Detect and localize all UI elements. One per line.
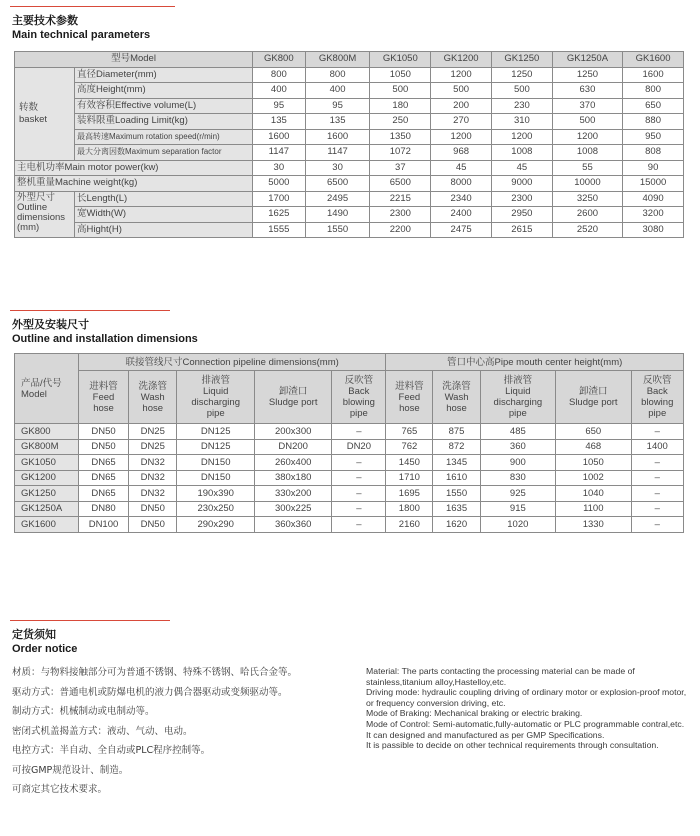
order-notice-zh	[12, 663, 297, 800]
value-cell: 1700	[253, 191, 306, 207]
table-row	[15, 455, 684, 471]
value-cell: 1200	[552, 129, 622, 145]
value-cell: 30	[305, 160, 370, 176]
value-cell: 1635	[433, 501, 480, 517]
value-cell: DN125	[177, 439, 254, 455]
value-cell: –	[631, 517, 684, 533]
column-header-zh: 卸渣口	[579, 386, 608, 397]
value-cell: 300x225	[254, 501, 331, 517]
value-cell: 8000	[431, 176, 492, 192]
value-cell: 880	[623, 114, 684, 130]
notice-zh-line: 可商定其它技术要求。	[12, 784, 108, 795]
value-cell: 6500	[305, 176, 370, 192]
value-cell: 250	[370, 114, 431, 130]
column-header	[556, 371, 631, 424]
table-row	[15, 501, 684, 517]
value-cell: 90	[623, 160, 684, 176]
value-cell: 1330	[556, 517, 631, 533]
value-cell: 765	[386, 424, 433, 440]
value-cell: 10000	[552, 176, 622, 192]
value-cell: 2400	[431, 207, 492, 223]
value-cell: 830	[480, 470, 555, 486]
value-cell: 1800	[386, 501, 433, 517]
column-header	[129, 371, 177, 424]
value-cell: 1610	[433, 470, 480, 486]
value-cell: 1490	[305, 207, 370, 223]
notice-zh-line: 材质：与物料接触部分可为普通不锈钢、特殊不锈钢、哈氏合金等。	[12, 667, 298, 678]
column-header	[631, 371, 684, 424]
value-cell: 1600	[623, 67, 684, 83]
notice-en-line: It can designed and manufactured as per GMP Specifications.	[366, 729, 605, 740]
section3-accent-line	[10, 620, 170, 621]
model-header: 型号Model	[15, 52, 253, 68]
table-row	[15, 98, 684, 114]
value-cell: 1600	[305, 129, 370, 145]
value-cell: 1008	[491, 145, 552, 161]
outline-label-en: Outline	[17, 201, 48, 213]
value-cell: 925	[480, 486, 555, 502]
value-cell: 380x180	[254, 470, 331, 486]
value-cell: 360x360	[254, 517, 331, 533]
value-cell: 1695	[386, 486, 433, 502]
value-cell: –	[631, 486, 684, 502]
value-cell: 1450	[386, 455, 433, 471]
value-cell: 468	[556, 439, 631, 455]
model-name: GK1200	[431, 52, 492, 68]
value-cell: –	[631, 455, 684, 471]
column-header-en1: Liquid	[505, 386, 531, 397]
row-label: 最大分离因数Maximum separation factor	[75, 145, 253, 161]
section-order-notice-title	[12, 628, 77, 656]
model-name: GK1250	[491, 52, 552, 68]
order-notice-en	[366, 666, 691, 751]
value-cell: 650	[623, 98, 684, 114]
column-header-zh: 洗涤管	[442, 380, 471, 392]
value-cell: 5000	[253, 176, 306, 192]
value-cell: DN200	[254, 439, 331, 455]
column-header-en1: Wash	[140, 391, 165, 403]
value-cell: DN65	[79, 470, 129, 486]
value-cell: 630	[552, 83, 622, 99]
outline-group-label	[15, 191, 75, 238]
value-cell: 1072	[370, 145, 431, 161]
title-zh: 外型及安装尺寸	[12, 318, 89, 331]
value-cell: –	[631, 424, 684, 440]
table-row	[15, 129, 684, 145]
value-cell: 400	[305, 83, 370, 99]
value-cell: 200x300	[254, 424, 331, 440]
row-label: 高Hight(H)	[75, 222, 253, 238]
value-cell: 800	[253, 67, 306, 83]
value-cell: 200	[431, 98, 492, 114]
value-cell: 9000	[491, 176, 552, 192]
basket-group-label	[15, 67, 75, 160]
column-header-en3: pipe	[648, 408, 667, 419]
column-header-zh: 反吹管	[642, 375, 672, 386]
title-zh: 定货须知	[12, 628, 56, 641]
notice-en-line: Material: The parts contacting the processing material can be made of stainless,titanium alloy,Hastelloy,etc.	[366, 666, 635, 687]
model-name: GK800	[253, 52, 306, 68]
column-header-en3: pipe	[349, 408, 368, 419]
notice-en-line: Mode of Braking: Mechanical braking or electric braking.	[366, 708, 583, 719]
value-cell: 1550	[433, 486, 480, 502]
column-header-row	[15, 371, 684, 424]
column-header-en2: hose	[142, 402, 164, 414]
value-cell: 900	[480, 455, 555, 471]
value-cell: 2160	[386, 517, 433, 533]
value-cell: 270	[431, 114, 492, 130]
column-header-en3: pipe	[508, 408, 527, 419]
value-cell: 1040	[556, 486, 631, 502]
value-cell: 15000	[623, 176, 684, 192]
value-cell: DN65	[79, 486, 129, 502]
value-cell: 6500	[370, 176, 431, 192]
value-cell: –	[332, 470, 386, 486]
value-cell: DN25	[129, 424, 177, 440]
value-cell: 1400	[631, 439, 684, 455]
column-header	[386, 371, 433, 424]
value-cell: DN25	[129, 439, 177, 455]
column-header	[79, 371, 129, 424]
column-header-zh: 洗涤管	[138, 380, 167, 392]
column-header-en1: Back	[348, 386, 370, 397]
value-cell: 37	[370, 160, 431, 176]
model-name: GK1250A	[552, 52, 622, 68]
column-header	[332, 371, 386, 424]
value-cell: 2200	[370, 222, 431, 238]
value-cell: 500	[552, 114, 622, 130]
column-header-en3: pipe	[206, 408, 225, 419]
value-cell: 290x290	[177, 517, 254, 533]
outline-label-en: (mm)	[17, 221, 40, 233]
value-cell: 1620	[433, 517, 480, 533]
value-cell: 1350	[370, 129, 431, 145]
value-cell: 1020	[480, 517, 555, 533]
section-outline-title	[12, 318, 198, 346]
column-header-zh: 反吹管	[344, 375, 374, 386]
outline-label-en: dimensions	[17, 211, 66, 223]
column-header	[480, 371, 555, 424]
value-cell: –	[332, 501, 386, 517]
column-header-en2: blowing	[342, 397, 375, 408]
value-cell: 762	[386, 439, 433, 455]
value-cell: 800	[305, 67, 370, 83]
column-header-en2: hose	[399, 402, 420, 414]
value-cell: 1555	[253, 222, 306, 238]
table-row	[15, 439, 684, 455]
value-cell: 3080	[623, 222, 684, 238]
value-cell: 135	[253, 114, 306, 130]
column-header-zh: 卸渣口	[278, 386, 308, 397]
table-row	[15, 424, 684, 440]
value-cell: 1345	[433, 455, 480, 471]
value-cell: DN150	[177, 455, 254, 471]
value-cell: 180	[370, 98, 431, 114]
value-cell: 45	[431, 160, 492, 176]
value-cell: DN80	[79, 501, 129, 517]
notice-en-line: It is passible to decide on other technical requirements through consultation.	[366, 740, 659, 751]
column-header-zh: 进料管	[395, 380, 424, 392]
value-cell: 1600	[253, 129, 306, 145]
column-header-en1: Back	[646, 386, 668, 397]
notice-zh-line: 制动方式：机械制动或电制动等。	[12, 706, 155, 717]
value-cell: 55	[552, 160, 622, 176]
column-header	[177, 371, 254, 424]
value-cell: 485	[480, 424, 555, 440]
column-header	[433, 371, 480, 424]
column-header-en1: Liquid	[203, 386, 229, 397]
value-cell: 915	[480, 501, 555, 517]
model-cell: GK1600	[15, 517, 79, 533]
column-header-en1: Sludge port	[568, 397, 618, 408]
value-cell: 1100	[556, 501, 631, 517]
value-cell: 230	[491, 98, 552, 114]
column-header-en2: hose	[93, 402, 114, 414]
section-main-params-title	[12, 14, 150, 42]
value-cell: 95	[305, 98, 370, 114]
table-row	[15, 67, 684, 83]
value-cell: 310	[491, 114, 552, 130]
model-cell: GK800M	[15, 439, 79, 455]
value-cell: 3200	[623, 207, 684, 223]
model-cell: GK1250A	[15, 501, 79, 517]
value-cell: 800	[623, 83, 684, 99]
table-row	[15, 222, 684, 238]
model-header	[15, 354, 79, 424]
value-cell: 1200	[431, 67, 492, 83]
title-en: Main technical parameters	[12, 29, 151, 41]
model-header-zh: 产品/代号	[21, 377, 62, 389]
row-label: 装料限重Loading Limit(kg)	[75, 114, 253, 130]
value-cell: 500	[491, 83, 552, 99]
value-cell: 1200	[491, 129, 552, 145]
value-cell: 1050	[370, 67, 431, 83]
value-cell: 1147	[253, 145, 306, 161]
value-cell: 360	[480, 439, 555, 455]
value-cell: 1710	[386, 470, 433, 486]
value-cell: 1250	[552, 67, 622, 83]
column-header-en1: Feed	[398, 391, 421, 403]
column-header	[254, 371, 331, 424]
value-cell: 1050	[556, 455, 631, 471]
value-cell: 1008	[552, 145, 622, 161]
basket-label-zh: 转数	[19, 101, 39, 113]
value-cell: DN50	[129, 517, 177, 533]
row-label: 宽Width(W)	[75, 207, 253, 223]
value-cell: –	[631, 470, 684, 486]
value-cell: DN65	[79, 455, 129, 471]
value-cell: DN125	[177, 424, 254, 440]
row-label: 高度Height(mm)	[75, 83, 253, 99]
table-row	[15, 145, 684, 161]
pipe-height-group-header: 管口中心高Pipe mouth center height(mm)	[386, 354, 684, 371]
notice-zh-line: 驱动方式：普通电机或防爆电机的液力偶合器驱动或变频驱动等。	[12, 686, 288, 698]
notice-en-line: Mode of Control: Semi-automatic,fully-automatic or PLC programmable contral,etc.	[366, 718, 685, 729]
value-cell: 1147	[305, 145, 370, 161]
group-header-row	[15, 354, 684, 371]
row-label: 长Length(L)	[75, 191, 253, 207]
value-cell: 190x390	[177, 486, 254, 502]
model-name: GK1600	[623, 52, 684, 68]
value-cell: 500	[370, 83, 431, 99]
title-en: Outline and installation dimensions	[12, 333, 198, 345]
value-cell: 3250	[552, 191, 622, 207]
model-cell: GK1050	[15, 455, 79, 471]
value-cell: 2300	[370, 207, 431, 223]
value-cell: 4090	[623, 191, 684, 207]
column-header-zh: 排液管	[201, 375, 230, 386]
value-cell: DN32	[129, 486, 177, 502]
value-cell: 2340	[431, 191, 492, 207]
column-header-en2: hose	[446, 402, 467, 414]
value-cell: 2950	[491, 207, 552, 223]
table-row	[15, 517, 684, 533]
value-cell: 2495	[305, 191, 370, 207]
value-cell: 2475	[431, 222, 492, 238]
row-label: 整机重量Machine weight(kg)	[15, 176, 253, 192]
column-header-en2: blowing	[641, 397, 674, 408]
outline-label-zh: 外型尺寸	[17, 191, 56, 203]
value-cell: 95	[253, 98, 306, 114]
column-header-en1: Wash	[444, 391, 469, 403]
value-cell: 2300	[491, 191, 552, 207]
table-row	[15, 176, 684, 192]
notice-zh-line: 可按GMP规范设计、制造。	[12, 764, 129, 776]
value-cell: 1250	[491, 67, 552, 83]
table-row	[15, 114, 684, 130]
value-cell: 808	[623, 145, 684, 161]
value-cell: 950	[623, 129, 684, 145]
value-cell: 1550	[305, 222, 370, 238]
model-cell: GK1250	[15, 486, 79, 502]
row-label: 主电机功率Main motor power(kw)	[15, 160, 253, 176]
column-header-en1: Sludge port	[268, 397, 318, 408]
value-cell: 650	[556, 424, 631, 440]
table-row	[15, 83, 684, 99]
connection-group-header: 联接管线尺寸Connection pipeline dimensions(mm)	[79, 354, 386, 371]
value-cell: 30	[253, 160, 306, 176]
basket-label-en: basket	[19, 113, 47, 125]
value-cell: 400	[253, 83, 306, 99]
value-cell: DN50	[79, 439, 129, 455]
value-cell: DN100	[79, 517, 129, 533]
value-cell: 875	[433, 424, 480, 440]
value-cell: DN32	[129, 470, 177, 486]
value-cell: –	[332, 424, 386, 440]
value-cell: 500	[431, 83, 492, 99]
value-cell: –	[332, 455, 386, 471]
value-cell: 1200	[431, 129, 492, 145]
value-cell: 2215	[370, 191, 431, 207]
value-cell: DN32	[129, 455, 177, 471]
value-cell: 1625	[253, 207, 306, 223]
value-cell: DN50	[129, 501, 177, 517]
model-name: GK800M	[305, 52, 370, 68]
notice-zh-line: 电控方式：半自动、全自动或PLC程序控制等。	[12, 745, 211, 756]
value-cell: 1002	[556, 470, 631, 486]
column-header-zh: 进料管	[89, 380, 118, 392]
column-header-en1: Feed	[92, 391, 115, 403]
model-name: GK1050	[370, 52, 431, 68]
column-header-zh: 排液管	[503, 375, 533, 386]
column-header-en2: discharging	[191, 397, 240, 408]
value-cell: 45	[491, 160, 552, 176]
value-cell: 135	[305, 114, 370, 130]
notice-en-line: Driving mode: hydraulic coupling driving of ordinary motor or explosion-proof motor, or frequency conversion driving, etc.	[366, 687, 687, 708]
main-parameters-table	[14, 51, 684, 238]
row-label: 有效容积Effective volume(L)	[75, 98, 253, 114]
table-row	[15, 160, 684, 176]
table-row	[15, 470, 684, 486]
value-cell: 230x250	[177, 501, 254, 517]
value-cell: –	[631, 501, 684, 517]
value-cell: 330x200	[254, 486, 331, 502]
value-cell: 370	[552, 98, 622, 114]
column-header-en2: discharging	[493, 397, 543, 408]
table-row	[15, 191, 684, 207]
installation-dimensions-table	[14, 353, 684, 533]
model-cell: GK800	[15, 424, 79, 440]
header-row	[15, 52, 684, 68]
table-row	[15, 207, 684, 223]
title-en: Order notice	[12, 643, 78, 655]
section2-accent-line	[10, 310, 170, 311]
value-cell: DN50	[79, 424, 129, 440]
value-cell: 968	[431, 145, 492, 161]
table-row	[15, 486, 684, 502]
value-cell: DN20	[332, 439, 386, 455]
value-cell: 2520	[552, 222, 622, 238]
value-cell: 2615	[491, 222, 552, 238]
value-cell: –	[332, 517, 386, 533]
value-cell: 872	[433, 439, 480, 455]
row-label: 直径Diameter(mm)	[75, 67, 253, 83]
model-header-en: Model	[21, 388, 47, 400]
row-label: 最高转速Maximum rotation speed(r/min)	[75, 129, 253, 145]
value-cell: 2600	[552, 207, 622, 223]
value-cell: –	[332, 486, 386, 502]
value-cell: DN150	[177, 470, 254, 486]
value-cell: 260x400	[254, 455, 331, 471]
model-cell: GK1200	[15, 470, 79, 486]
top-accent-line	[10, 6, 175, 7]
title-zh: 主要技术参数	[12, 14, 78, 27]
notice-zh-line: 密闭式机盖揭盖方式：液动、气动、电动。	[12, 725, 193, 737]
